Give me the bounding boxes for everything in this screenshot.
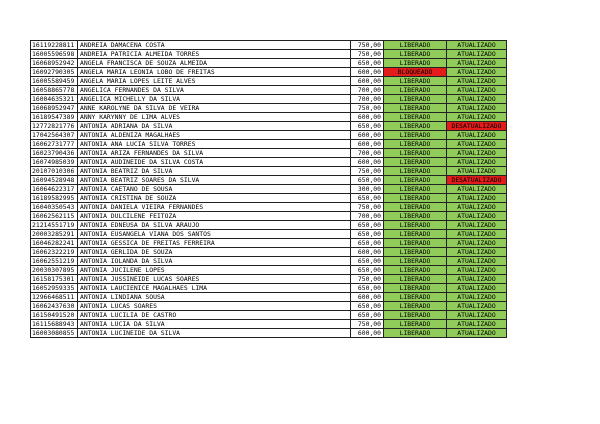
value-cell: 650,00 <box>351 311 384 320</box>
table-row <box>31 104 507 113</box>
name-cell: ANDREIA PATRICIA ALMEIDA TORRES <box>78 50 351 59</box>
id-cell: 16046282241 <box>31 239 78 248</box>
update-cell: ATUALIZADO <box>447 248 507 257</box>
update-cell: ATUALIZADO <box>447 149 507 158</box>
name-cell: ANDREIA DAMACENA COSTA <box>78 41 351 50</box>
value-cell: 300,00 <box>351 185 384 194</box>
table-row <box>31 257 507 266</box>
status-cell: LIBERADO <box>384 302 447 311</box>
name-cell: ANGELA MARIA LOPES LEITE ALVES <box>78 77 351 86</box>
name-cell: ANNE KAROLYNE DA SILVA DE VEIRA <box>78 104 351 113</box>
id-cell: 16003080855 <box>31 329 78 338</box>
value-cell: 750,00 <box>351 41 384 50</box>
update-cell: DESATUALIZADO <box>447 122 507 131</box>
status-cell: LIBERADO <box>384 59 447 68</box>
update-cell: ATUALIZADO <box>447 185 507 194</box>
id-cell: 16062731777 <box>31 140 78 149</box>
table-row <box>31 302 507 311</box>
id-cell: 16040350543 <box>31 203 78 212</box>
id-cell: 16062322219 <box>31 248 78 257</box>
value-cell: 600,00 <box>351 293 384 302</box>
update-cell: ATUALIZADO <box>447 239 507 248</box>
status-cell: LIBERADO <box>384 257 447 266</box>
status-cell: LIBERADO <box>384 50 447 59</box>
name-cell: ANTONIA BEATRIZ SOARES DA SILVA <box>78 176 351 185</box>
id-cell: 16150491520 <box>31 311 78 320</box>
name-cell: ANTONIA LUCINEIDE DA SILVA <box>78 329 351 338</box>
value-cell: 600,00 <box>351 113 384 122</box>
name-cell: ANTONIA CRISTINA DE SOUZA <box>78 194 351 203</box>
status-cell: LIBERADO <box>384 221 447 230</box>
update-cell: ATUALIZADO <box>447 50 507 59</box>
status-cell: LIBERADO <box>384 266 447 275</box>
update-cell: ATUALIZADO <box>447 203 507 212</box>
value-cell: 650,00 <box>351 230 384 239</box>
table-row <box>31 77 507 86</box>
status-cell: LIBERADO <box>384 77 447 86</box>
update-cell: ATUALIZADO <box>447 113 507 122</box>
table-row <box>31 176 507 185</box>
table-row <box>31 86 507 95</box>
name-cell: ANGELICA FERNANDES DA SILVA <box>78 86 351 95</box>
value-cell: 700,00 <box>351 95 384 104</box>
value-cell: 650,00 <box>351 257 384 266</box>
status-cell: LIBERADO <box>384 158 447 167</box>
id-cell: 20030307895 <box>31 266 78 275</box>
status-cell: LIBERADO <box>384 320 447 329</box>
spreadsheet-table <box>30 40 507 338</box>
table-row <box>31 194 507 203</box>
id-cell: 16004635321 <box>31 95 78 104</box>
update-cell: ATUALIZADO <box>447 140 507 149</box>
name-cell: ANTONIA GESSICA DE FREITAS FERREIRA <box>78 239 351 248</box>
table-row <box>31 266 507 275</box>
update-cell: ATUALIZADO <box>447 194 507 203</box>
status-cell: LIBERADO <box>384 140 447 149</box>
status-cell: LIBERADO <box>384 131 447 140</box>
status-cell: LIBERADO <box>384 86 447 95</box>
status-cell: LIBERADO <box>384 113 447 122</box>
table-row <box>31 140 507 149</box>
update-cell: ATUALIZADO <box>447 275 507 284</box>
table-row <box>31 185 507 194</box>
value-cell: 600,00 <box>351 140 384 149</box>
status-cell: LIBERADO <box>384 311 447 320</box>
id-cell: 16023790436 <box>31 149 78 158</box>
value-cell: 700,00 <box>351 149 384 158</box>
update-cell: ATUALIZADO <box>447 284 507 293</box>
name-cell: ANTONIA GERLIDA DE SOUZA <box>78 248 351 257</box>
status-cell: LIBERADO <box>384 95 447 104</box>
name-cell: ANTONIA CAETANO DE SOUSA <box>78 185 351 194</box>
table-row <box>31 284 507 293</box>
name-cell: ANGELICA MICHELLY DA SILVA <box>78 95 351 104</box>
table-row <box>31 293 507 302</box>
value-cell: 750,00 <box>351 275 384 284</box>
update-cell: ATUALIZADO <box>447 221 507 230</box>
id-cell: 16005596598 <box>31 50 78 59</box>
value-cell: 600,00 <box>351 329 384 338</box>
update-cell: ATUALIZADO <box>447 77 507 86</box>
id-cell: 16068952947 <box>31 104 78 113</box>
table-row <box>31 275 507 284</box>
status-cell: LIBERADO <box>384 329 447 338</box>
name-cell: ANTONIA DULCILENE FEITOZA <box>78 212 351 221</box>
id-cell: 16005589459 <box>31 77 78 86</box>
table-row <box>31 203 507 212</box>
value-cell: 650,00 <box>351 176 384 185</box>
update-cell: ATUALIZADO <box>447 167 507 176</box>
value-cell: 650,00 <box>351 239 384 248</box>
update-cell: ATUALIZADO <box>447 212 507 221</box>
table-row <box>31 167 507 176</box>
id-cell: 12772821776 <box>31 122 78 131</box>
id-cell: 16062437630 <box>31 302 78 311</box>
name-cell: ANTONIA ARIZA FERNANDES DA SILVA <box>78 149 351 158</box>
name-cell: ANTONIA DANIELA VIEIRA FERNANDES <box>78 203 351 212</box>
name-cell: ANTONIA LUCILIA DE CASTRO <box>78 311 351 320</box>
name-cell: ANTONIA JUCILENE LOPES <box>78 266 351 275</box>
table-row <box>31 311 507 320</box>
table-row <box>31 131 507 140</box>
update-cell: ATUALIZADO <box>447 131 507 140</box>
table-row <box>31 68 507 77</box>
value-cell: 650,00 <box>351 122 384 131</box>
status-cell: LIBERADO <box>384 275 447 284</box>
update-cell: ATUALIZADO <box>447 320 507 329</box>
value-cell: 650,00 <box>351 194 384 203</box>
value-cell: 750,00 <box>351 50 384 59</box>
status-cell: LIBERADO <box>384 185 447 194</box>
value-cell: 650,00 <box>351 302 384 311</box>
value-cell: 650,00 <box>351 284 384 293</box>
table-row <box>31 212 507 221</box>
status-cell: LIBERADO <box>384 176 447 185</box>
name-cell: ANTONIA LAUCIENICE MAGALHAES LIMA <box>78 284 351 293</box>
value-cell: 700,00 <box>351 86 384 95</box>
id-cell: 16119228811 <box>31 41 78 50</box>
id-cell: 16092790305 <box>31 68 78 77</box>
name-cell: ANNY KARYNNY DE LIMA ALVES <box>78 113 351 122</box>
status-cell: LIBERADO <box>384 284 447 293</box>
name-cell: ANTONIA AUDINEIDE DA SILVA COSTA <box>78 158 351 167</box>
update-cell: ATUALIZADO <box>447 86 507 95</box>
value-cell: 650,00 <box>351 59 384 68</box>
id-cell: 16062562115 <box>31 212 78 221</box>
table-row <box>31 59 507 68</box>
table-row <box>31 95 507 104</box>
name-cell: ANTONIA LUCAS SOARES <box>78 302 351 311</box>
table-row <box>31 239 507 248</box>
status-cell: LIBERADO <box>384 230 447 239</box>
value-cell: 700,00 <box>351 212 384 221</box>
id-cell: 16058865778 <box>31 86 78 95</box>
status-cell: LIBERADO <box>384 104 447 113</box>
status-cell: LIBERADO <box>384 239 447 248</box>
table-row <box>31 320 507 329</box>
value-cell: 750,00 <box>351 320 384 329</box>
name-cell: ANTONIA BEATRIZ DA SILVA <box>78 167 351 176</box>
id-cell: 17042564307 <box>31 131 78 140</box>
update-cell: ATUALIZADO <box>447 257 507 266</box>
id-cell: 16158175301 <box>31 275 78 284</box>
table-row <box>31 149 507 158</box>
name-cell: ANTONIA LINDIANA SOUSA <box>78 293 351 302</box>
table-row <box>31 221 507 230</box>
id-cell: 16068952942 <box>31 59 78 68</box>
value-cell: 750,00 <box>351 203 384 212</box>
update-cell: ATUALIZADO <box>447 41 507 50</box>
table-row <box>31 329 507 338</box>
status-cell: LIBERADO <box>384 203 447 212</box>
update-cell: ATUALIZADO <box>447 104 507 113</box>
update-cell: ATUALIZADO <box>447 158 507 167</box>
status-cell: LIBERADO <box>384 248 447 257</box>
table-row <box>31 230 507 239</box>
id-cell: 12966468511 <box>31 293 78 302</box>
table-row <box>31 41 507 50</box>
table-body <box>31 41 507 338</box>
name-cell: ANGELA MARIA LEONIA LOBO DE FREITAS <box>78 68 351 77</box>
table-row <box>31 158 507 167</box>
id-cell: 20003285291 <box>31 230 78 239</box>
update-cell: ATUALIZADO <box>447 95 507 104</box>
id-cell: 16115688943 <box>31 320 78 329</box>
value-cell: 600,00 <box>351 68 384 77</box>
name-cell: ANTONIA ADRIANA DA SILVA <box>78 122 351 131</box>
value-cell: 650,00 <box>351 221 384 230</box>
value-cell: 750,00 <box>351 167 384 176</box>
value-cell: 600,00 <box>351 248 384 257</box>
status-cell: LIBERADO <box>384 41 447 50</box>
name-cell: ANTONIA EDNEUSA DA SILVA ARAUJO <box>78 221 351 230</box>
status-cell: LIBERADO <box>384 293 447 302</box>
update-cell: ATUALIZADO <box>447 302 507 311</box>
name-cell: ANTONIA IOLANDA DA SILVA <box>78 257 351 266</box>
status-cell: LIBERADO <box>384 122 447 131</box>
name-cell: ANGELA FRANCISCA DE SOUZA ALMEIDA <box>78 59 351 68</box>
update-cell: ATUALIZADO <box>447 59 507 68</box>
id-cell: 16062551219 <box>31 257 78 266</box>
id-cell: 16094528948 <box>31 176 78 185</box>
name-cell: ANTONIA JUSSINEIDE LUCAS SOARES <box>78 275 351 284</box>
id-cell: 16189582995 <box>31 194 78 203</box>
id-cell: 20107010306 <box>31 167 78 176</box>
id-cell: 16052959335 <box>31 284 78 293</box>
name-cell: ANTONIA EUSANGELA VIANA DOS SANTOS <box>78 230 351 239</box>
update-cell: ATUALIZADO <box>447 68 507 77</box>
name-cell: ANTONIA LUCIA DA SILVA <box>78 320 351 329</box>
value-cell: 600,00 <box>351 158 384 167</box>
id-cell: 16189547389 <box>31 113 78 122</box>
update-cell: ATUALIZADO <box>447 293 507 302</box>
update-cell: ATUALIZADO <box>447 311 507 320</box>
update-cell: ATUALIZADO <box>447 329 507 338</box>
id-cell: 21214551719 <box>31 221 78 230</box>
id-cell: 16064622317 <box>31 185 78 194</box>
update-cell: ATUALIZADO <box>447 230 507 239</box>
update-cell: ATUALIZADO <box>447 266 507 275</box>
table-row <box>31 122 507 131</box>
table-row <box>31 113 507 122</box>
status-cell: LIBERADO <box>384 194 447 203</box>
name-cell: ANTONIA ALDENIZA MAGALHAES <box>78 131 351 140</box>
value-cell: 650,00 <box>351 266 384 275</box>
status-cell: LIBERADO <box>384 167 447 176</box>
id-cell: 16074985039 <box>31 158 78 167</box>
value-cell: 750,00 <box>351 104 384 113</box>
table-row <box>31 248 507 257</box>
status-cell: BLOQUEADO <box>384 68 447 77</box>
status-cell: LIBERADO <box>384 212 447 221</box>
name-cell: ANTONIA ANA LUCIA SILVA TORRES <box>78 140 351 149</box>
status-cell: LIBERADO <box>384 149 447 158</box>
value-cell: 600,00 <box>351 131 384 140</box>
table-row <box>31 50 507 59</box>
update-cell: DESATUALIZADO <box>447 176 507 185</box>
value-cell: 600,00 <box>351 77 384 86</box>
